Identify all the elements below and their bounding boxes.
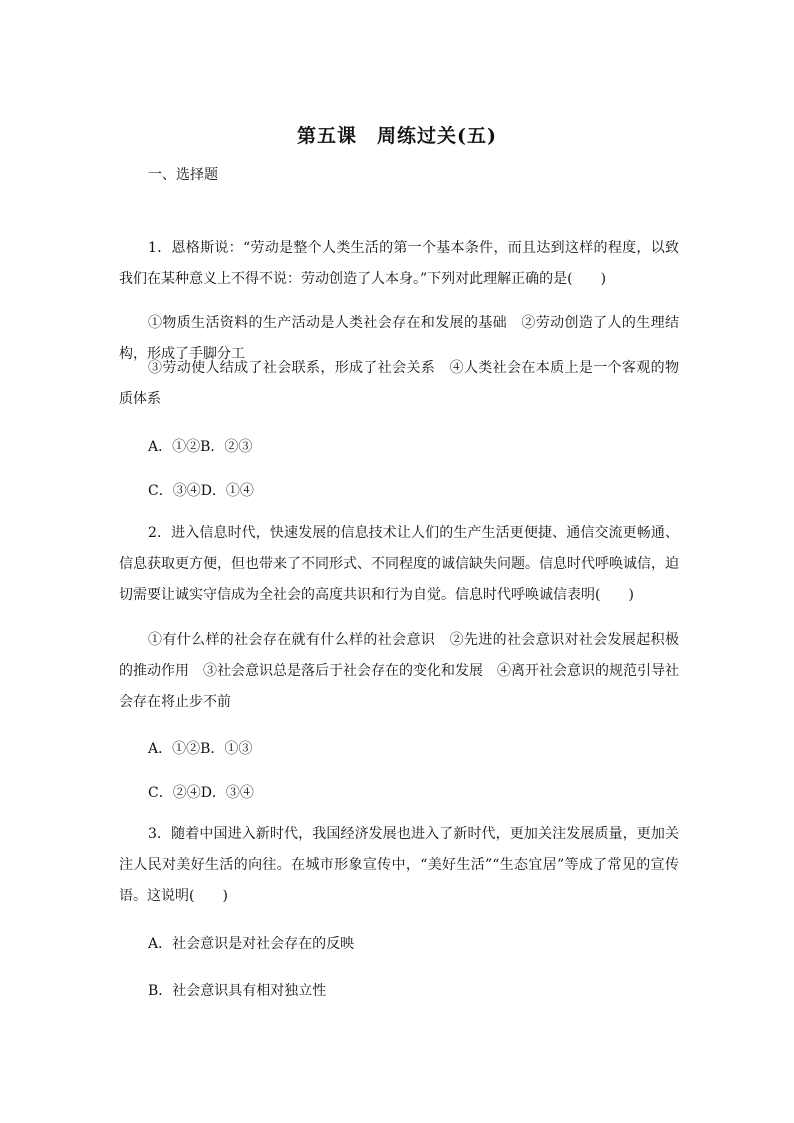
- question-2-stem: 2．进入信息时代，快速发展的信息技术让人们的生产生活更便捷、通信交流更畅通、信息获取更方便，但也带来了不同形式、不同程度的诚信缺失问题。信息时代呼唤诚信，迫切需要让诚实守信成为全社会的高度共识和行为自觉。信息时代呼唤诚信表明( ): [119, 525, 679, 603]
- question-3-option-b: B．社会意识具有相对独立性: [148, 983, 327, 999]
- section-heading: 一、选择题: [148, 167, 218, 183]
- question-1-items-1-2: ①物质生活资料的生产活动是人类社会存在和发展的基础 ②劳动创造了人的生理结构，形成了手脚分工: [119, 315, 679, 362]
- question-2-items: ①有什么样的社会存在就有什么样的社会意识 ②先进的社会意识对社会发展起积极的推动作用 ③社会意识总是落后于社会存在的变化和发展 ④离开社会意识的规范引导社会存在将止步不前: [119, 632, 679, 710]
- question-1-stem: 1．恩格斯说：“劳动是整个人类生活的第一个基本条件，而且达到这样的程度，以致我们在某种意义上不得不说：劳动创造了人本身。”下列对此理解正确的是( ): [119, 240, 679, 287]
- question-3-stem: 3．随着中国进入新时代，我国经济发展也进入了新时代，更加关注发展质量，更加关注人民对美好生活的向往。在城市形象宣传中，“美好生活”“生态宜居”等成了常见的宣传语。这说明( ): [119, 826, 679, 904]
- page-title: 第五课 周练过关(五): [297, 125, 497, 147]
- question-1-options-cd: C．③④D．①④: [148, 483, 254, 499]
- question-3-option-a: A．社会意识是对社会存在的反映: [148, 936, 355, 952]
- question-2-options-cd: C．②④D．③④: [148, 785, 254, 801]
- question-1-items-3-4: ③劳动使人结成了社会联系，形成了社会关系 ④人类社会在本质上是一个客观的物质体系: [119, 360, 679, 407]
- question-2-options-ab: A．①②B．①③: [148, 741, 253, 757]
- question-1-options-ab: A．①②B．②③: [148, 439, 253, 455]
